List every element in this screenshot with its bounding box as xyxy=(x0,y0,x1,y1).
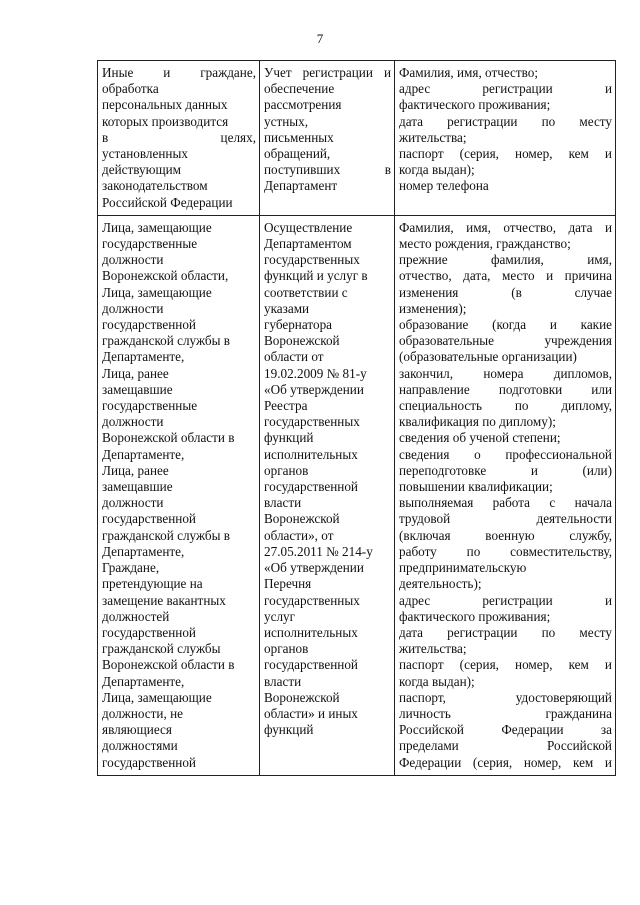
text-line: Воронежской области в xyxy=(102,657,235,673)
text-line: указами xyxy=(264,300,310,316)
text-line: обращений, xyxy=(264,146,331,162)
text-line: замещение вакантных xyxy=(102,592,226,608)
text-line: паспорт, удостоверяющий xyxy=(399,689,612,705)
page-number: 7 xyxy=(316,31,324,46)
text-line: предпринимательскую xyxy=(399,560,527,576)
text-line: специальность по диплому, xyxy=(399,398,612,414)
text-line: Департаменте, xyxy=(102,446,185,462)
text-line: 27.05.2011 № 214-у xyxy=(264,543,373,559)
text-line: области», от xyxy=(264,527,334,543)
data-list-cell xyxy=(395,61,616,216)
text-line: обеспечение xyxy=(264,81,335,97)
text-line: гражданской службы в xyxy=(102,527,231,543)
text-line: поступивших в xyxy=(264,162,391,178)
text-line: обработка xyxy=(102,81,159,97)
text-line: Департаменте, xyxy=(102,543,185,559)
text-line: государственные xyxy=(102,398,198,414)
text-line: изменения); xyxy=(399,300,467,316)
text-line: письменных xyxy=(264,129,334,145)
text-line: жительства; xyxy=(399,129,467,145)
text-line: функций xyxy=(264,430,314,446)
text-line: Лица, ранее xyxy=(102,462,169,478)
text-line: функций и услуг в xyxy=(264,268,368,284)
text-line: являющиеся xyxy=(102,722,172,738)
text-line: законодательством xyxy=(102,178,208,194)
text-line: закончил, номера дипломов, xyxy=(399,365,612,381)
text-line: должности xyxy=(102,252,164,268)
text-line: государственных xyxy=(264,252,360,268)
text-line: функций xyxy=(264,722,314,738)
text-line: место рождения, гражданство; xyxy=(399,236,571,252)
text-line: трудовой деятельности xyxy=(399,511,612,527)
text-line: личность гражданина xyxy=(399,705,612,721)
text-line: государственной xyxy=(264,657,358,673)
text-line: органов xyxy=(264,641,309,657)
text-line: «Об утверждении xyxy=(264,381,364,397)
text-line: повышении квалификации; xyxy=(399,479,553,495)
text-line: (включая военную службу, xyxy=(399,527,612,543)
text-line: деятельность); xyxy=(399,576,482,592)
text-line: власти xyxy=(264,673,302,689)
text-line: Лица, ранее xyxy=(102,365,169,381)
text-line: фактического проживания; xyxy=(399,608,551,624)
text-line: Учет регистрации и xyxy=(264,65,391,80)
text-line: Воронежской xyxy=(264,511,340,527)
text-line: гражданской службы xyxy=(102,641,221,657)
text-line: Департамент xyxy=(264,178,338,194)
text-line: адрес регистрации и xyxy=(399,81,612,97)
text-line: которых производится xyxy=(102,113,229,129)
text-line: установленных xyxy=(102,146,188,162)
text-line: устных, xyxy=(264,113,309,129)
text-line: государственной xyxy=(102,754,196,770)
text-line: государственных xyxy=(264,592,360,608)
text-line: Перечня xyxy=(264,576,312,592)
table-row xyxy=(98,61,616,216)
text-line: Российской Федерации xyxy=(102,194,233,210)
text-line: работу по совместительству, xyxy=(399,543,612,559)
text-line: Федерации (серия, номер, кем и xyxy=(399,754,612,770)
text-line: дата регистрации по месту xyxy=(399,624,612,640)
text-line: Воронежской области, xyxy=(102,268,229,284)
text-line: в целях, xyxy=(102,129,256,145)
text-line: государственной xyxy=(264,479,358,495)
text-line: Воронежской xyxy=(264,689,340,705)
text-line: пределами Российской xyxy=(399,738,612,754)
text-line: выполняемая работа с начала xyxy=(399,495,612,511)
text-line: Департаменте, xyxy=(102,673,185,689)
text-line: области от xyxy=(264,349,324,365)
text-line: исполнительных xyxy=(264,446,358,462)
text-line: Департаментом xyxy=(264,236,352,252)
text-line: государственной xyxy=(102,317,196,333)
text-line: Воронежской области в xyxy=(102,430,235,446)
text-line: государственных xyxy=(264,414,360,430)
text-line: губернатора xyxy=(264,317,333,333)
text-line: должности xyxy=(102,414,164,430)
text-line: жительства; xyxy=(399,641,467,657)
text-line: власти xyxy=(264,495,302,511)
text-line: услуг xyxy=(264,608,296,624)
text-line: государственной xyxy=(102,511,196,527)
text-line: персональных данных xyxy=(102,97,228,113)
text-line: квалификация по диплому); xyxy=(399,414,556,430)
text-line: Фамилия, имя, отчество; xyxy=(399,65,539,80)
text-line: рассмотрения xyxy=(264,97,342,113)
text-line: сведения о профессиональной xyxy=(399,446,612,462)
text-line: Департаменте, xyxy=(102,349,185,365)
text-line: (образовательные организации) xyxy=(399,349,577,365)
text-line: области» и иных xyxy=(264,705,358,721)
text-line: направление подготовки или xyxy=(399,381,612,397)
text-line: Российской Федерации за xyxy=(399,722,612,738)
text-line: замещавшие xyxy=(102,479,173,495)
text-line: Иные и граждане, xyxy=(102,65,256,80)
text-line: Воронежской xyxy=(264,333,340,349)
subjects-cell xyxy=(98,61,260,216)
text-line: фактического проживания; xyxy=(399,97,551,113)
text-line: «Об утверждении xyxy=(264,560,364,576)
text-line: образовательные учреждения xyxy=(399,333,612,349)
text-line: Лица, замещающие xyxy=(102,284,212,300)
text-line: должности xyxy=(102,495,164,511)
text-line: прежние фамилия, имя, xyxy=(399,252,612,268)
text-line: замещавшие xyxy=(102,381,173,397)
text-line: адрес регистрации и xyxy=(399,592,612,608)
text-line: паспорт (серия, номер, кем и xyxy=(399,146,612,162)
text-line: соответствии с xyxy=(264,284,348,300)
text-line: дата регистрации по месту xyxy=(399,113,612,129)
text-line: должностями xyxy=(102,738,178,754)
subjects-cell xyxy=(98,215,260,775)
text-line: органов xyxy=(264,462,309,478)
text-line: изменения (в случае xyxy=(399,284,612,300)
text-line: действующим xyxy=(102,162,182,178)
text-line: переподготовке и (или) xyxy=(399,462,612,478)
text-line: исполнительных xyxy=(264,624,358,640)
text-line: Осуществление xyxy=(264,219,353,235)
text-line: когда выдан); xyxy=(399,162,475,178)
table-row xyxy=(98,215,616,775)
data-list-cell xyxy=(395,215,616,775)
text-line: должности, не xyxy=(102,705,183,721)
personal-data-table xyxy=(97,60,616,776)
text-line: Фамилия, имя, отчество, дата и xyxy=(399,219,612,235)
text-line: сведения об ученой степени; xyxy=(399,430,561,446)
text-line: государственные xyxy=(102,236,198,252)
purpose-cell xyxy=(260,215,395,775)
text-line: паспорт (серия, номер, кем и xyxy=(399,657,612,673)
text-line: должности xyxy=(102,300,164,316)
text-line: должностей xyxy=(102,608,170,624)
text-line: 19.02.2009 № 81-у xyxy=(264,365,367,381)
text-line: гражданской службы в xyxy=(102,333,231,349)
text-line: отчество, дата, место и причина xyxy=(399,268,612,284)
text-line: Реестра xyxy=(264,398,308,414)
text-line: Лица, замещающие xyxy=(102,689,212,705)
text-line: государственной xyxy=(102,624,196,640)
text-line: Лица, замещающие xyxy=(102,219,212,235)
purpose-cell xyxy=(260,61,395,216)
text-line: Граждане, xyxy=(102,560,160,576)
text-line: номер телефона xyxy=(399,178,489,194)
text-line: образование (когда и какие xyxy=(399,317,612,333)
text-line: претендующие на xyxy=(102,576,203,592)
text-line: когда выдан); xyxy=(399,673,475,689)
